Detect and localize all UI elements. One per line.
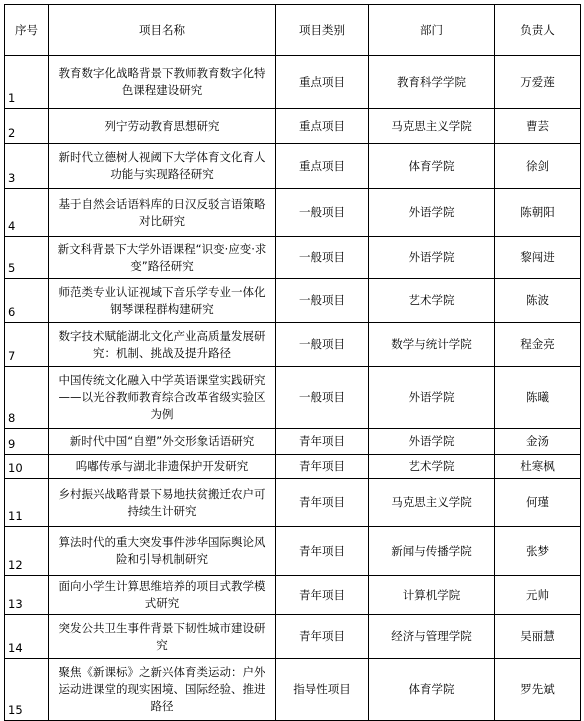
project-department: 体育学院 [369,659,495,721]
project-category: 指导性项目 [276,659,369,721]
project-name: 教育数字化战略背景下教师教育数字化特色课程建设研究 [49,56,276,109]
project-category: 重点项目 [276,109,369,144]
project-name: 呜嘟传承与湖北非遗保护开发研究 [49,455,276,479]
project-name: 面向小学生计算思维培养的项目式教学模式研究 [49,576,276,615]
project-category: 一般项目 [276,237,369,279]
project-category: 青年项目 [276,576,369,615]
project-category: 青年项目 [276,527,369,576]
row-index: 6 [5,279,49,323]
header-project-name: 项目名称 [49,5,276,56]
project-category: 一般项目 [276,367,369,429]
project-name: 新时代中国“自塑”外交形象话语研究 [49,429,276,455]
project-lead: 曹芸 [495,109,581,144]
row-index: 7 [5,323,49,367]
row-index: 14 [5,615,49,659]
row-index: 15 [5,659,49,721]
project-category: 重点项目 [276,144,369,189]
project-lead: 程金亮 [495,323,581,367]
header-row [5,5,581,56]
row-index: 5 [5,237,49,279]
table-row [5,323,581,367]
project-name: 师范类专业认证视域下音乐学专业一体化钢琴课程群构建研究 [49,279,276,323]
table-row [5,144,581,189]
project-category: 重点项目 [276,56,369,109]
table-row [5,527,581,576]
header-category: 项目类别 [276,5,369,56]
table-row [5,479,581,527]
project-name: 新文科背景下大学外语课程“识变·应变·求变”路径研究 [49,237,276,279]
header-index: 序号 [5,5,49,56]
project-lead: 黎闯进 [495,237,581,279]
project-lead: 何瑾 [495,479,581,527]
row-index: 9 [5,429,49,455]
project-department: 艺术学院 [369,455,495,479]
table-row [5,659,581,721]
project-department: 数学与统计学院 [369,323,495,367]
project-name: 算法时代的重大突发事件涉华国际舆论风险和引导机制研究 [49,527,276,576]
table-row [5,576,581,615]
project-department: 经济与管理学院 [369,615,495,659]
project-category: 青年项目 [276,615,369,659]
project-department: 外语学院 [369,367,495,429]
row-index: 13 [5,576,49,615]
table-row [5,615,581,659]
project-lead: 陈波 [495,279,581,323]
project-lead: 元帅 [495,576,581,615]
row-index: 3 [5,144,49,189]
project-category: 青年项目 [276,429,369,455]
table-row [5,429,581,455]
project-lead: 吴丽慧 [495,615,581,659]
project-category: 青年项目 [276,455,369,479]
project-category: 一般项目 [276,189,369,237]
row-index: 10 [5,455,49,479]
project-name: 列宁劳动教育思想研究 [49,109,276,144]
row-index: 2 [5,109,49,144]
row-index: 4 [5,189,49,237]
table-row [5,109,581,144]
project-name: 数字技术赋能湖北文化产业高质量发展研究：机制、挑战及提升路径 [49,323,276,367]
project-lead: 金汤 [495,429,581,455]
table-row [5,189,581,237]
project-department: 外语学院 [369,189,495,237]
project-department: 艺术学院 [369,279,495,323]
project-name: 基于自然会话语料库的日汉反驳言语策略对比研究 [49,189,276,237]
project-lead: 徐剑 [495,144,581,189]
project-department: 马克思主义学院 [369,479,495,527]
table-row [5,237,581,279]
project-lead: 万爱莲 [495,56,581,109]
project-department: 外语学院 [369,237,495,279]
project-table [4,4,581,721]
project-category: 一般项目 [276,279,369,323]
header-lead: 负责人 [495,5,581,56]
row-index: 1 [5,56,49,109]
project-department: 体育学院 [369,144,495,189]
project-department: 教育科学学院 [369,56,495,109]
project-department: 马克思主义学院 [369,109,495,144]
project-lead: 陈朝阳 [495,189,581,237]
row-index: 12 [5,527,49,576]
project-lead: 罗先斌 [495,659,581,721]
table-row [5,279,581,323]
project-category: 一般项目 [276,323,369,367]
project-department: 新闻与传播学院 [369,527,495,576]
row-index: 8 [5,367,49,429]
row-index: 11 [5,479,49,527]
project-department: 计算机学院 [369,576,495,615]
project-lead: 杜寒枫 [495,455,581,479]
project-category: 青年项目 [276,479,369,527]
project-lead: 张梦 [495,527,581,576]
project-name: 中国传统文化融入中学英语课堂实践研究——以光谷教师教育综合改革省级实验区为例 [49,367,276,429]
header-department: 部门 [369,5,495,56]
project-lead: 陈曦 [495,367,581,429]
project-department: 外语学院 [369,429,495,455]
project-name: 新时代立德树人视阈下大学体育文化育人功能与实现路径研究 [49,144,276,189]
table-row [5,56,581,109]
table-row [5,455,581,479]
project-name: 乡村振兴战略背景下易地扶贫搬迁农户可持续生计研究 [49,479,276,527]
table-row [5,367,581,429]
project-name: 聚焦《新课标》之新兴体育类运动：户外运动进课堂的现实困境、国际经验、推进路径 [49,659,276,721]
project-name: 突发公共卫生事件背景下韧性城市建设研究 [49,615,276,659]
